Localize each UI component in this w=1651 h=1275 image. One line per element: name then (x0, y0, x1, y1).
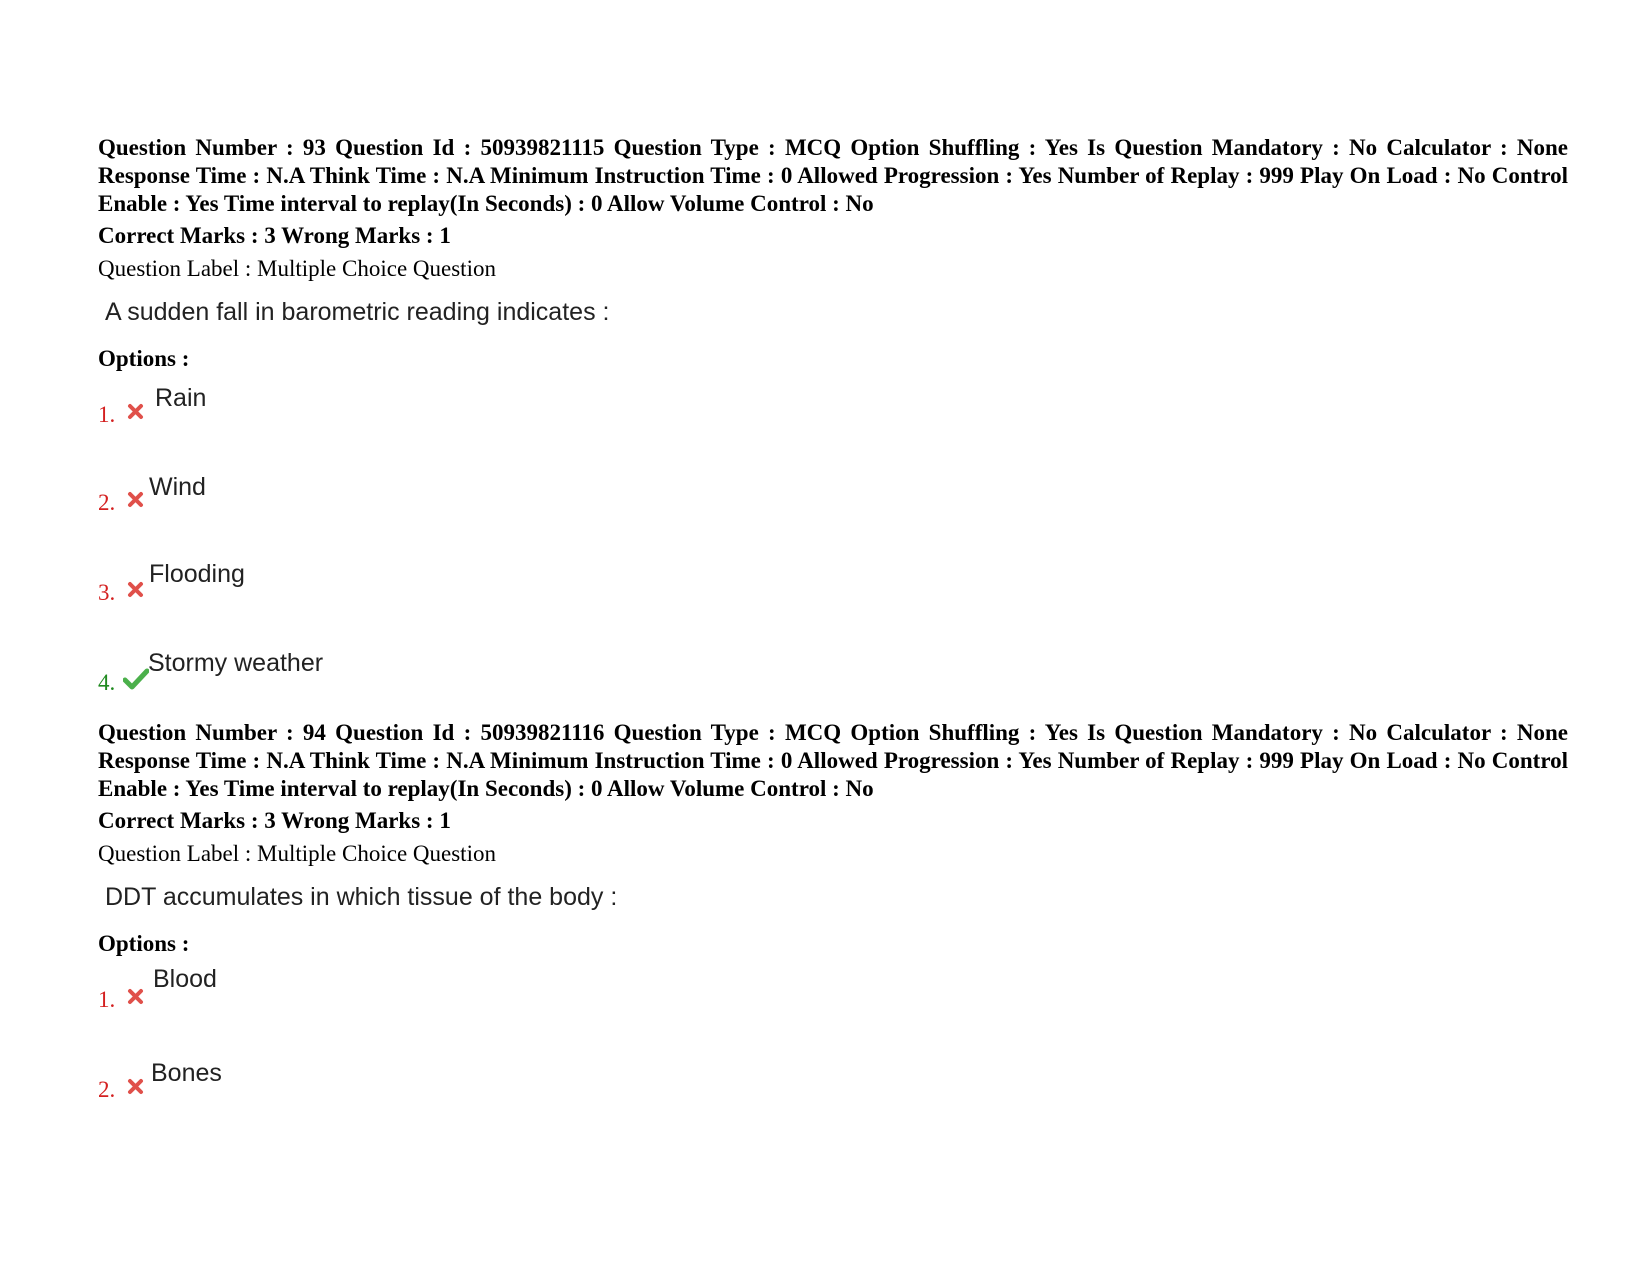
question-text: DDT accumulates in which tissue of the body : (105, 883, 618, 911)
question-label: Question Label : Multiple Choice Question (98, 256, 496, 281)
question-meta: Question Number : 93 Question Id : 50939821115 Question Type : MCQ Option Shuffling : Yes Is Question Mandatory : No Calculator : None Response Time : N.A Think Time : N.A Minimum Instruction Time : 0 Allowed Progression : Yes Number of Replay : 999 Play On Load : No Control Enable : Yes Time interval to replay(In Seconds) : 0 Allow Volume Control : No (98, 135, 1568, 216)
option-text: Stormy weather (148, 649, 324, 677)
option-number: 2. (98, 1077, 116, 1102)
question-text: A sudden fall in barometric reading indicates : (105, 298, 610, 326)
option-item (98, 965, 1568, 1062)
option-number: 2. (98, 490, 116, 515)
question-block-94 (98, 719, 1568, 1122)
question-label: Question Label : Multiple Choice Question (98, 841, 496, 866)
options-list (98, 965, 1568, 1122)
option-text: Bones (151, 1059, 222, 1087)
document-page (98, 134, 1568, 1122)
cross-icon (127, 1077, 147, 1097)
option-item (98, 1059, 1568, 1122)
cross-icon (127, 987, 147, 1007)
cross-icon (127, 490, 147, 510)
options-heading: Options : (98, 346, 190, 371)
option-text: Rain (155, 384, 207, 412)
option-text: Blood (153, 965, 217, 993)
option-item (98, 560, 1568, 655)
option-number: 1. (98, 402, 116, 427)
question-meta: Question Number : 94 Question Id : 50939821116 Question Type : MCQ Option Shuffling : Yes Is Question Mandatory : No Calculator : None Response Time : N.A Think Time : N.A Minimum Instruction Time : 0 Allowed Progression : Yes Number of Replay : 999 Play On Load : No Control Enable : Yes Time interval to replay(In Seconds) : 0 Allow Volume Control : No (98, 720, 1568, 801)
check-icon (123, 668, 149, 688)
option-number: 1. (98, 987, 116, 1012)
option-text: Flooding (149, 560, 245, 588)
options-heading: Options : (98, 931, 190, 956)
question-block-93 (98, 134, 1568, 735)
question-marks: Correct Marks : 3 Wrong Marks : 1 (98, 808, 451, 833)
question-marks: Correct Marks : 3 Wrong Marks : 1 (98, 223, 451, 248)
cross-icon (127, 402, 147, 422)
option-item (98, 383, 1568, 475)
cross-icon (127, 580, 147, 600)
option-number: 3. (98, 580, 116, 605)
option-text: Wind (149, 473, 206, 501)
options-list (98, 383, 1568, 735)
option-item (98, 475, 1568, 565)
option-number: 4. (98, 670, 116, 695)
